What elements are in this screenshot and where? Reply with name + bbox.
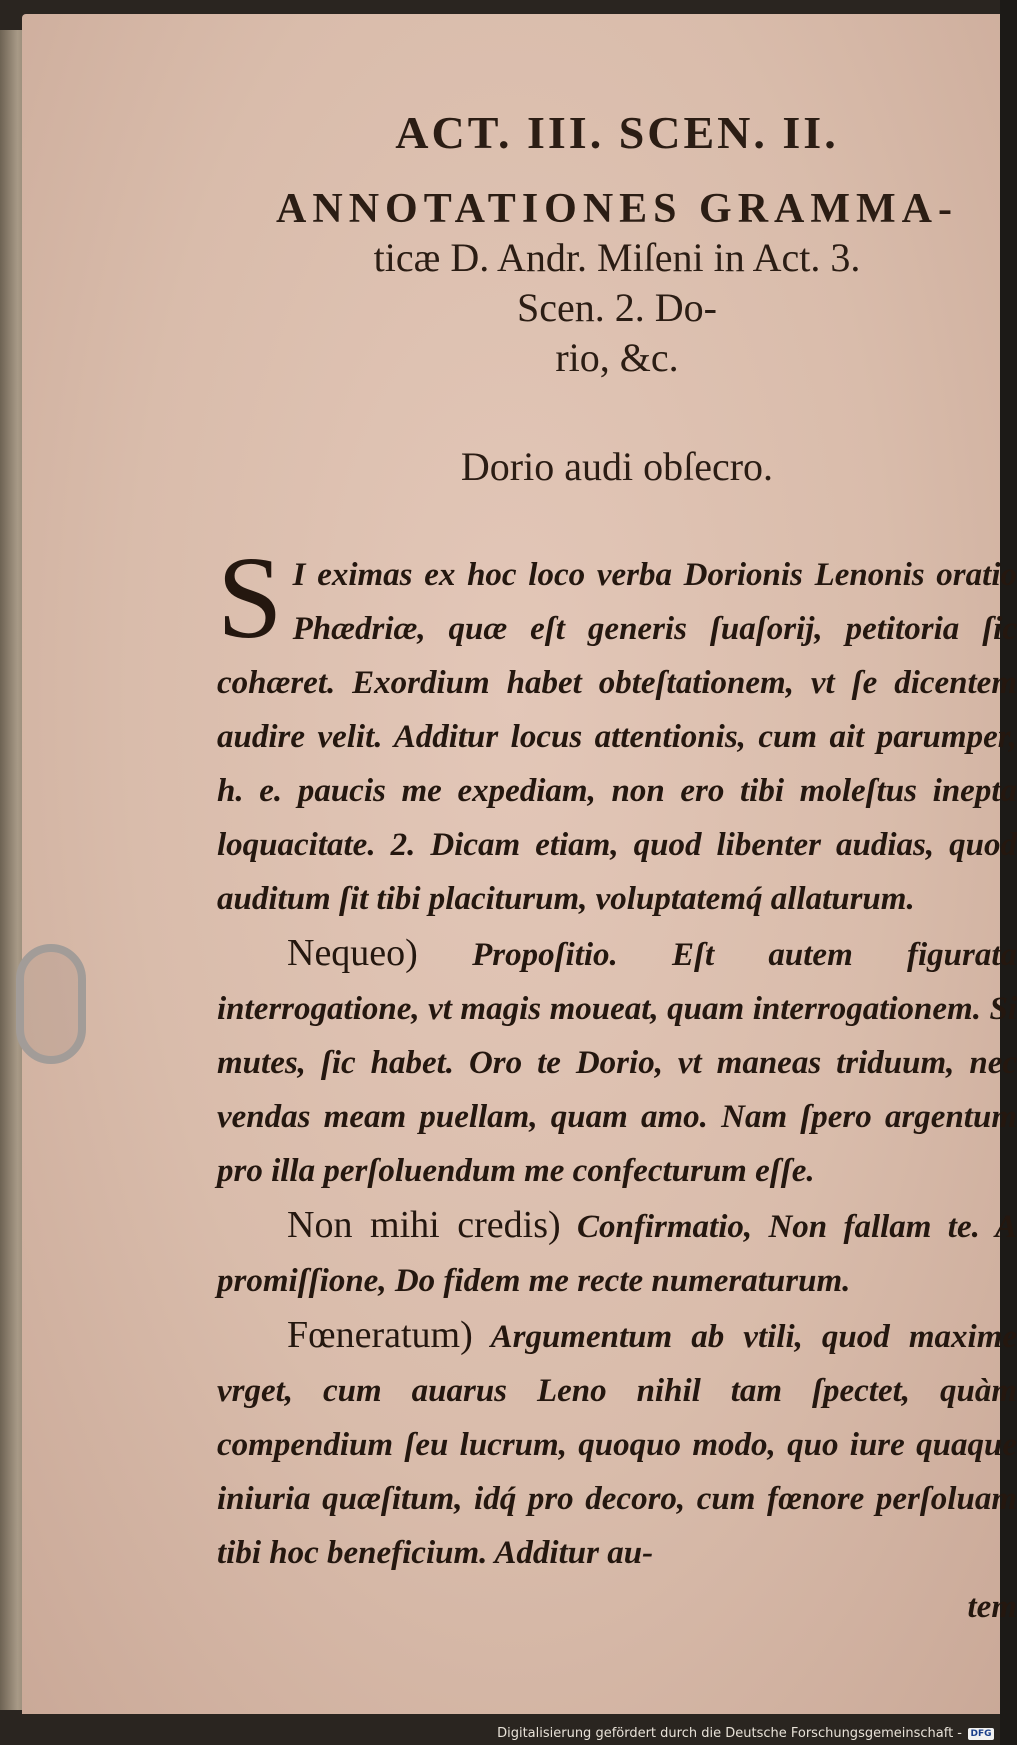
- title-line-2: ticæ D. Andr. Miſeni in Act. 3.: [373, 235, 861, 280]
- page-text-block: [217, 94, 1017, 1634]
- book-clasp: [16, 944, 86, 1064]
- paragraph-lemma: Non mihi credis): [287, 1204, 561, 1246]
- paragraph-text: Propoſitio. Eſt autem figurata interrogatione, vt magis moueat, quam interrogationem. Si mutes, ſic habet. Oro te Dorio, vt maneas triduum, nec vendas meam puellam, quam amo. Nam ſpero argentum pro illa perſoluendum me confecturum eſſe.: [217, 937, 1017, 1189]
- title-line-4: rio, &c.: [555, 335, 679, 380]
- title-line-3: Scen. 2. Do-: [517, 285, 717, 330]
- paragraph-text: Argumentum ab vtili, quod maxime vrget, cum auarus Leno nihil tam ſpectet, quàm compendium ſeu lucrum, quoquo modo, quo iure quaque iniuria quæſitum, idq́ pro decoro, cum fœnore perſoluam tibi hoc beneficium. Additur au-: [217, 1319, 1017, 1571]
- title-line-1: ANNOTATIONES GRAMMA-: [276, 186, 958, 232]
- paragraph-lemma: Nequeo): [287, 932, 418, 974]
- paragraph-lemma: Fœneratum): [287, 1314, 473, 1356]
- paragraph-4: [217, 1308, 1017, 1580]
- paragraph-3: [217, 1198, 1017, 1308]
- drop-cap: S: [217, 532, 283, 663]
- dfg-logo-icon: DFG: [968, 1728, 994, 1740]
- paragraph-text: Confirmatio, Non fallam te. A promiſſione, Do fidem me recte numeraturum.: [217, 1209, 1017, 1299]
- section-subhead: Dorio audi obſecro.: [460, 444, 774, 489]
- book-page: [22, 14, 1017, 1714]
- digitization-footer: [497, 1726, 994, 1741]
- body-text: [217, 532, 1017, 1634]
- paragraph-text: I eximas ex hoc loco verba Dorionis Lenonis oratio Phædriæ, quæ eſt generis ſuaſorij, petitoria ſic cohæret. Exordium habet obteſtationem, vt ſe dicentem audire velit. Additur locus attentionis, cum ait parumper, h. e. paucis me expediam, non ero tibi moleſtus inepta loquacitate. 2. Dicam etiam, quod libenter audias, quod auditum ſit tibi placiturum, voluptatemq́ allaturum.: [217, 557, 1017, 917]
- paragraph-1: [217, 532, 1017, 926]
- running-head: ACT. III. SCEN. II.: [395, 107, 839, 158]
- catchword: tem: [967, 1589, 1017, 1625]
- footer-text: Digitalisierung gefördert durch die Deutsche Forschungsgemeinschaft -: [497, 1726, 962, 1741]
- paragraph-2: [217, 926, 1017, 1198]
